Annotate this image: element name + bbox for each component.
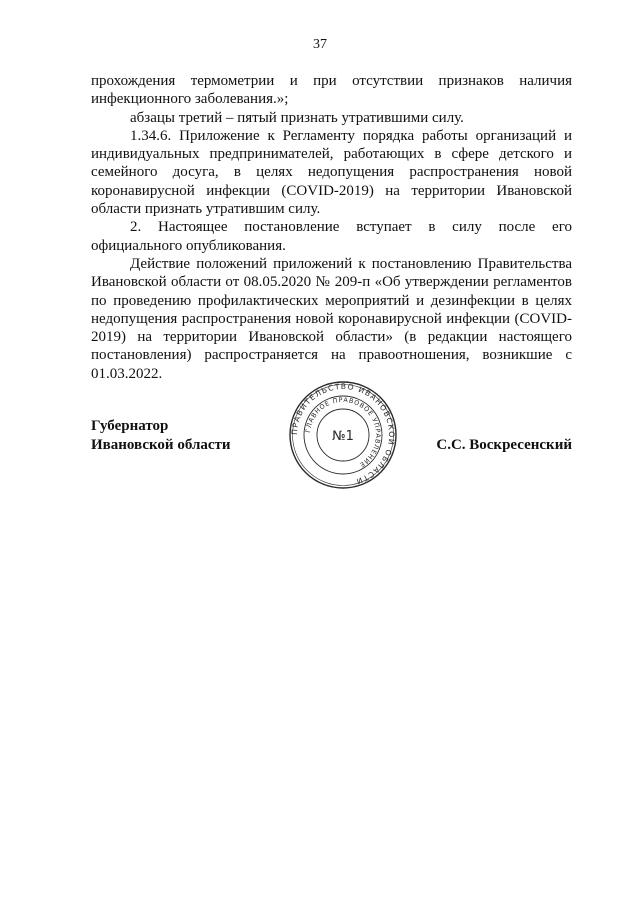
paragraph-action-provisions: Действие положений приложений к постановлению Правительства Ивановской области от 08.05.2020 № 209-п «Об утверждении регламентов по проведению профилактических мероприятий и дезинфекции в целях недопущения распространения новой коронавирусной инфекции (COVID-2019) на территории Ивановской области» (в редакции настоящего постановления) распространяется на правоотношения, возникшие с 01.03.2022. <box>91 255 572 382</box>
seal-inner-text: ГЛАВНОЕ ПРАВОВОЕ УПРАВЛЕНИЕ <box>304 395 383 470</box>
paragraph-1-34-6: 1.34.6. Приложение к Регламенту порядка работы организаций и индивидуальных предпринимателей, работающих в сфере детского и семейного досуга, в целях недопущения распространения новой коронавирусной инфекции (COVID-2019) на территории Ивановской области признать утратившим силу. <box>91 127 572 218</box>
page-number: 37 <box>313 37 327 52</box>
signature-block <box>91 381 572 507</box>
paragraph-abzatsy: абзацы третий – пятый признать утратившими силу. <box>130 109 464 126</box>
official-seal <box>288 380 398 490</box>
signatory-position <box>91 417 231 455</box>
signatory-position-line1: Губернатор <box>91 418 169 434</box>
document-body <box>91 72 572 383</box>
seal-graphic <box>288 380 398 490</box>
seal-outer-text: ПРАВИТЕЛЬСТВО ИВАНОВСКОЙ ОБЛАСТИ <box>289 381 397 487</box>
seal-number: №1 <box>332 429 354 444</box>
paragraph-2-effective: 2. Настоящее постановление вступает в силу после его официального опубликования. <box>91 219 572 254</box>
paragraph-continuation: прохождения термометрии и при отсутствии признаков наличия инфекционного заболевания.»; <box>91 73 572 108</box>
signatory-position-line2: Ивановской области <box>91 437 231 453</box>
signatory-name: С.С. Воскресенский <box>436 437 572 453</box>
